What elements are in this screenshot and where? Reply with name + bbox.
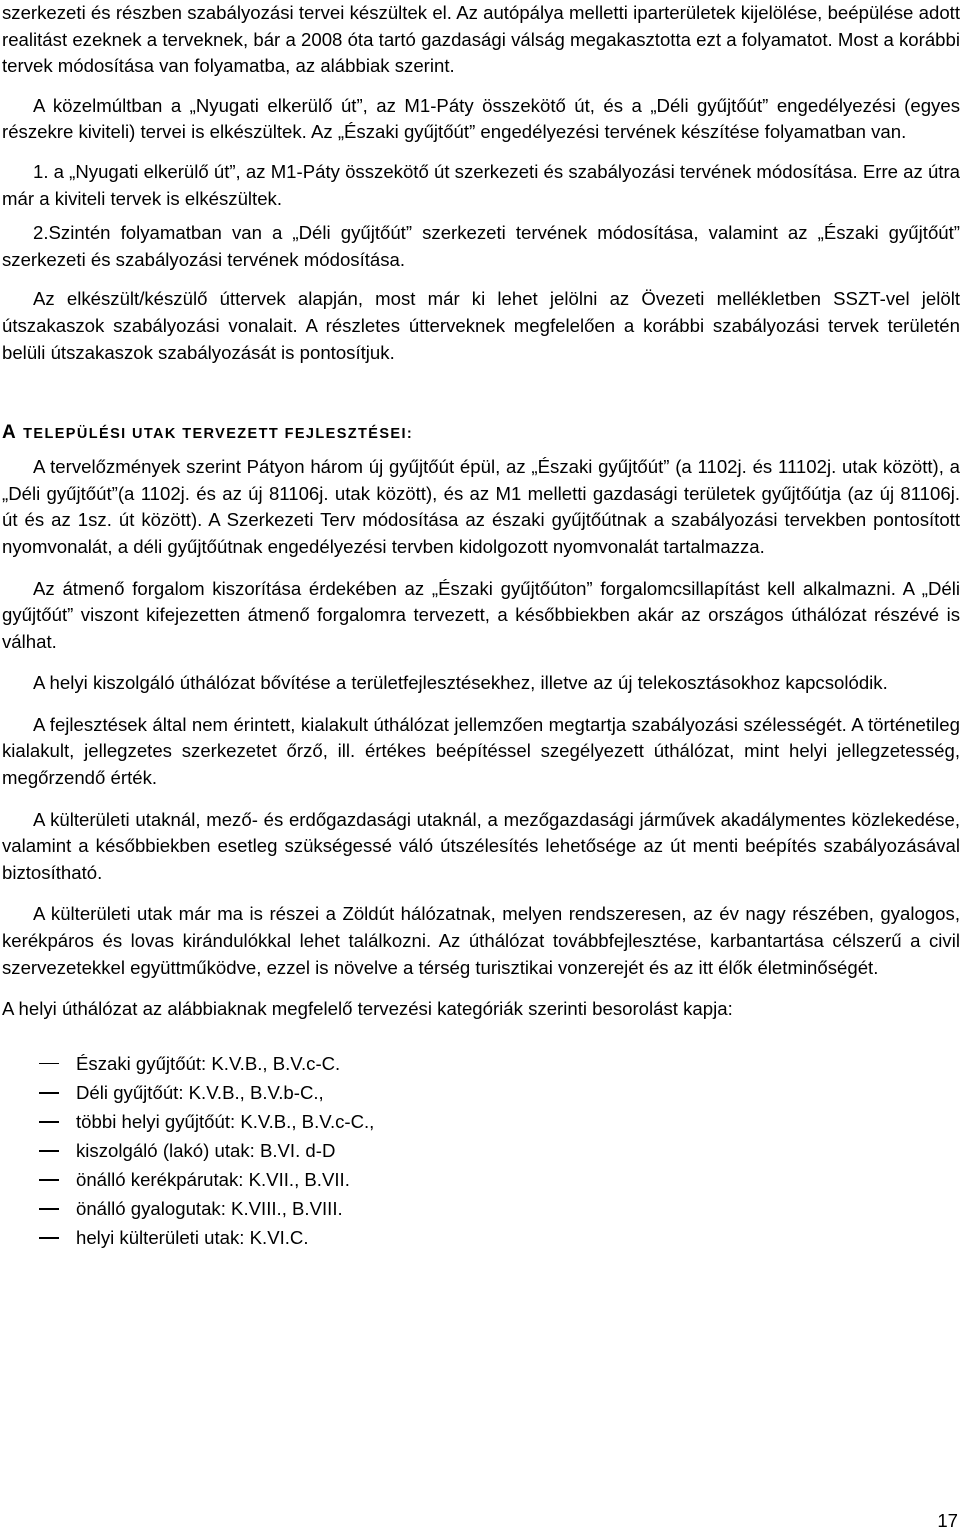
list-item-text: többi helyi gyűjtőút: K.V.B., B.V.c-C., xyxy=(76,1111,375,1132)
list-item xyxy=(2,1136,960,1165)
dash-bullet-icon xyxy=(39,1179,59,1181)
paragraph-traffic-calming: Az átmenő forgalom kiszorítása érdekében az „Északi gyűjtőúton” forgalomcsillapítást kell alkalmazni. A „Déli gyűjtőút” viszont kifejezetten átmenő forgalomra tervezett, a későbbiekben akár az országos úthálózat részévé is válhat. xyxy=(2,577,960,652)
dash-bullet-icon xyxy=(39,1237,59,1239)
list-item xyxy=(2,1078,960,1107)
list-item xyxy=(2,1194,960,1223)
paragraph-greenway: A külterületi utak már ma is részei a Zöldút hálózatnak, melyen rendszeresen, az év nagy részében, gyalogos, kerékpáros és lovas kirándulókkal lehet találkozni. Az úthálózat továbbfejlesztése, karbantartása célszerű a civil szervezetekkel együttműködve, ezzel is növelve a térség turisztikai vonzerejét és az itt élők életminőségét. xyxy=(2,903,960,978)
paragraph-existing-network: A fejlesztések által nem érintett, kialakult úthálózat jellemzően megtartja szabályozási szélességét. A történetileg kialakult, jellegzetes szerkezetet őrző, ill. értékes beépítéssel szegélyezett úthálózat, mint helyi jellegzetesség, megőrzendő érték. xyxy=(2,713,960,789)
paragraph-recent-plans: A közelmúltban a „Nyugati elkerülő út”, az M1-Páty összekötő út, és a „Déli gyűjtőút” engedélyezési (egyes részekre kiviteli) tervei is elkészültek. Az „Északi gyűjtőút” engedélyezési tervének készítése folyamatban van. xyxy=(2,94,960,143)
section-heading-initial: A xyxy=(2,422,17,444)
list-item xyxy=(2,1107,960,1136)
paragraph-local-network: A helyi kiszolgáló úthálózat bővítése a területfejlesztésekhez, illetve az új telekosztásokhoz kapcsolódik. xyxy=(33,672,888,694)
list-item-text: kiszolgáló (lakó) utak: B.VI. d-D xyxy=(76,1140,336,1162)
paragraph-classification-intro: A helyi úthálózat az alábbiaknak megfelelő tervezési kategóriák szerinti besorolást kapja: xyxy=(2,998,733,1020)
list-item xyxy=(2,1223,960,1252)
section-heading-text: TELEPÜLÉSI UTAK TERVEZETT FEJLESZTÉSEI: xyxy=(23,426,414,443)
list-item-text: Déli gyűjtőút: K.V.B., B.V.b-C., xyxy=(76,1081,324,1103)
list-item xyxy=(2,1049,960,1078)
list-item xyxy=(2,1165,960,1194)
page-number: 17 xyxy=(937,1510,958,1531)
paragraph-outskirts-roads: A külterületi utaknál, mező- és erdőgazdasági utaknál, a mezőgazdasági járművek akadálymentes közlekedése, valamint a későbbiekben esetleg szükségessé váló útszélesítés lehetősége az út menti beépítés szabályozásával biztosítható. xyxy=(2,808,960,883)
list-item-text: önálló gyalogutak: K.VIII., B.VIII. xyxy=(76,1198,343,1220)
dash-bullet-icon xyxy=(39,1092,59,1094)
paragraph-regulation-lines: Az elkészült/készülő úttervek alapján, most már ki lehet jelölni az Övezeti mellékletben SSZT-vel jelölt útszakaszok szabályozási vonalait. A részletes útterveknek megfelelően a korábbi szabályozási tervek területén belüli útszakaszok szabályozását is pontosítjuk. xyxy=(2,288,960,363)
dash-bullet-icon xyxy=(39,1121,59,1123)
list-item-text: Északi gyűjtőút: K.V.B., B.V.c-C. xyxy=(76,1052,341,1074)
list-item-text: helyi külterületi utak: K.VI.C. xyxy=(76,1227,309,1249)
dash-bullet-icon xyxy=(39,1208,59,1210)
paragraph-list-item-2: 2.Szintén folyamatban van a „Déli gyűjtőút” szerkezeti tervének módosítása, valamint az „Északi gyűjtőút” szerkezeti és szabályozási tervének módosítása. xyxy=(2,222,960,270)
classification-list xyxy=(2,1049,960,1253)
section-heading xyxy=(2,419,960,447)
dash-bullet-icon xyxy=(39,1063,59,1065)
list-item-text: önálló kerékpárutak: K.VII., B.VII. xyxy=(76,1169,350,1191)
paragraph-list-item-1: 1. a „Nyugati elkerülő út”, az M1-Páty összekötő út szerkezeti és szabályozási tervének módosítása. Erre az útra már a kiviteli tervek is elkészültek. xyxy=(2,160,960,209)
dash-bullet-icon xyxy=(39,1150,59,1152)
paragraph-intro-continuation: szerkezeti és részben szabályozási tervei készültek el. Az autópálya melletti iparterületek kijelölése, beépülése adott realitást ezeknek a terveknek, bár a 2008 óta tartó gazdasági válság megakasztotta ezt a folyamatot. Most a korábbi tervek módosítása van folyamatba, az alábbiak szerint. xyxy=(2,2,960,77)
paragraph-collector-roads: A tervelőzmények szerint Pátyon három új gyűjtőút épül, az „Északi gyűjtőút” (a 1102j. és 11102j. utak között), a „Déli gyűjtőút”(a 1102j. és az új 81106j. utak között), és az M1 melletti gazdasági területek gyűjtőútja (az új 81106j. út és az 1sz. út között). A Szerkezeti Terv módosítása az északi gyűjtőútnak a szabályozási tervekben pontosított nyomvonalát, a déli gyűjtőútnak engedélyezési tervben kidolgozott nyomvonalát tartalmazza. xyxy=(2,456,960,557)
